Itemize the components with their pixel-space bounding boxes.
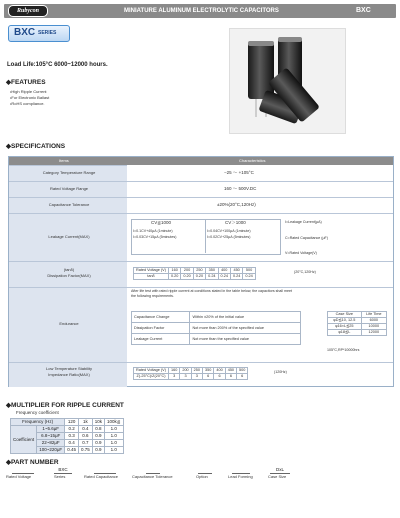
pn-slot	[232, 467, 250, 474]
df-tan-label: tanδ	[134, 274, 169, 280]
ripple-table	[10, 418, 124, 454]
ripple-coef-label: Coefficient	[11, 426, 37, 454]
life-hours: 10000	[361, 324, 386, 330]
ripple-coef: 1.0	[104, 447, 123, 454]
feature-item: •High Ripple Current	[10, 89, 47, 94]
lts-value: 6	[203, 374, 214, 380]
ripple-cap-range: 6.8~15μF	[37, 433, 65, 440]
life-table	[327, 311, 387, 336]
df-value: 0.24	[206, 274, 218, 280]
endurance-item: Capacitance Change	[132, 312, 190, 323]
df-condition: (20°C,120Hz)	[294, 270, 316, 274]
lts-value: 3	[180, 374, 191, 380]
ripple-coef: 0.2	[65, 426, 79, 433]
endurance-item: Dissipation Factor	[132, 323, 190, 334]
ripple-coef: 1.0	[104, 426, 123, 433]
endurance-table	[131, 311, 301, 345]
row-divider	[9, 261, 393, 262]
life-note: 105°C,RP*10000hrs	[327, 348, 360, 352]
ripple-coef: 0.4	[65, 440, 79, 447]
ripple-coef: 1.0	[104, 433, 123, 440]
endurance-criterion: Not more than 200% of the specified value	[190, 323, 301, 334]
tolerance-value: ±20%(20°C,120Hz)	[217, 202, 256, 207]
pn-slot	[12, 467, 34, 474]
ripple-freq: 100k≦	[104, 419, 123, 426]
lts-voltage: 350	[203, 368, 214, 374]
voltage-range-label: Rated Voltage Range	[49, 186, 89, 191]
endurance-row	[132, 334, 301, 345]
lts-voltage: 250	[191, 368, 202, 374]
lts-value: 6	[214, 374, 225, 380]
df-value: 0.20	[168, 274, 180, 280]
df-voltage: 500	[243, 268, 255, 274]
life-hours: 12000	[361, 330, 386, 336]
life-row	[328, 330, 387, 336]
load-life: Load Life:105°C 6000~12000 hours.	[7, 62, 108, 68]
brand-logo: Rubycon	[8, 5, 48, 17]
leakage-label: Leakage Current(MAX)	[48, 234, 90, 239]
series-word: SERIES	[38, 30, 57, 36]
df-value: 0.20	[181, 274, 193, 280]
ripple-subtitle: Frequency coefficient	[16, 410, 59, 415]
endurance-criterion: Within ±20% of the initial value	[190, 312, 301, 323]
ripple-coef: 0.7	[78, 440, 92, 447]
ripple-title: ◆MULTIPLIER FOR RIPPLE CURRENT	[6, 402, 124, 409]
row-divider	[9, 213, 393, 214]
endurance-criterion: Not more than the specified value	[190, 334, 301, 345]
leakage-formula: I=0.03CV+15μA (5minutes)	[133, 235, 177, 239]
lts-voltage: 500	[237, 368, 248, 374]
df-rv-label: Rated Voltage (V)	[134, 268, 169, 274]
df-voltage: 450	[230, 268, 242, 274]
specifications-title: ◆SPECIFICATIONS	[6, 143, 66, 150]
endurance-label: Endurance	[59, 321, 79, 326]
lts-table	[133, 367, 248, 380]
ripple-coef: 0.75	[78, 447, 92, 454]
row-divider	[9, 181, 393, 182]
leakage-formula: I=0.1CV+40μA (1minute)	[133, 229, 173, 233]
pn-series-code: BXC	[54, 467, 72, 474]
series-code: BXC	[14, 27, 36, 38]
header-title: MINIATURE ALUMINUM ELECTROLYTIC CAPACITORS	[124, 8, 279, 14]
df-voltage: 400	[218, 268, 230, 274]
row-divider	[9, 287, 393, 288]
lts-voltage: 200	[180, 368, 191, 374]
lts-value: 6	[225, 374, 236, 380]
header-characteristics: Characteristics	[239, 158, 266, 163]
df-value-row	[134, 274, 256, 280]
lts-voltage: 400	[214, 368, 225, 374]
ripple-coef: 0.4	[78, 426, 92, 433]
pn-slot	[198, 467, 212, 474]
ripple-coef: 0.9	[92, 433, 104, 440]
ripple-freq-row	[11, 419, 124, 426]
row-divider	[9, 362, 393, 363]
df-voltage: 250	[193, 268, 205, 274]
leakage-formula: I=0.04CV+100μA (1minute)	[207, 229, 251, 233]
header-items: Items	[59, 158, 69, 163]
df-label-sub: Dissipation Factor(MAX)	[47, 273, 91, 278]
life-case: φ16×L≦25	[328, 324, 362, 330]
pn-slot	[146, 467, 160, 474]
temp-range-value: −25 ～ +105°C	[224, 170, 254, 175]
endurance-text: the following requirements.	[131, 294, 174, 298]
lts-voltage: 160	[168, 368, 179, 374]
pn-label: Case Size	[268, 474, 287, 479]
df-value: 0.24	[230, 274, 242, 280]
header-code: BXC	[356, 7, 371, 14]
leakage-cv-low: CV≦1000	[151, 220, 172, 225]
ripple-coef: 0.45	[65, 447, 79, 454]
life-case: φD≦10, 12.5	[328, 318, 362, 324]
life-case: φ18≦L	[328, 330, 362, 336]
df-voltage: 350	[206, 268, 218, 274]
pn-label: Series	[54, 474, 66, 479]
pn-slot	[94, 467, 116, 474]
lts-label-sub: Impedance Ratio(MAX)	[48, 372, 90, 377]
part-number-title: ◆PART NUMBER	[6, 459, 59, 466]
leakage-cv-high: CV＞1000	[225, 220, 246, 225]
pn-label: Rated Capacitance	[84, 474, 119, 479]
df-label: (tanδ)	[63, 267, 75, 272]
endurance-text: After life test with rated ripple current at conditions stated in the table below, the capacitors shall meet	[131, 289, 293, 293]
features-title: ◆FEATURES	[6, 79, 46, 86]
lts-value-row	[134, 374, 248, 380]
endurance-item: Leakage Current	[132, 334, 190, 345]
feature-item: •RoHS compliance.	[10, 101, 45, 106]
ripple-cap-range: 1~5.6μF	[37, 426, 65, 433]
ripple-freq: 10k	[92, 419, 104, 426]
life-header: Life Time	[361, 312, 386, 318]
product-photo	[229, 28, 346, 134]
pn-label: Rated Voltage	[6, 474, 32, 479]
specifications-table	[8, 156, 394, 387]
ripple-cap-range: 22~82μF	[37, 440, 65, 447]
df-value: 0.20	[193, 274, 205, 280]
lts-z-label: Z(-25°C)/Z(20°C)	[134, 374, 169, 380]
leakage-definition: C=Rated Capacitance (μF)	[285, 236, 328, 240]
life-hours: 6000	[361, 318, 386, 324]
leakage-formula: I=0.02CV+25μA (5minutes)	[207, 235, 251, 239]
ripple-cap-range: 100~220μF	[37, 447, 65, 454]
temp-range-label: Category Temperature Range	[42, 170, 96, 175]
leakage-divider	[205, 219, 206, 253]
life-header: Case Size	[328, 312, 362, 318]
ripple-coef: 0.8	[92, 426, 104, 433]
lts-rv-label: Rated Voltage (V)	[134, 368, 169, 374]
ripple-freq-label: Frequency (Hz)	[11, 419, 65, 426]
leakage-definition: I=Leakage Current(μA)	[285, 220, 322, 224]
row-divider	[9, 197, 393, 198]
lts-voltage: 450	[225, 368, 236, 374]
ripple-coef: 0.9	[92, 440, 104, 447]
feature-item: •For Electronic Ballast	[10, 95, 50, 100]
df-voltage: 200	[181, 268, 193, 274]
df-table	[133, 267, 256, 280]
ripple-row	[11, 426, 124, 433]
endurance-row	[132, 323, 301, 334]
voltage-range-value: 160 ～ 500V.DC	[224, 186, 257, 191]
lts-value: 3	[168, 374, 179, 380]
pn-label: Capacitance Tolerance	[132, 474, 173, 479]
ripple-freq: 1k	[78, 419, 92, 426]
ripple-coef: 0.9	[92, 447, 104, 454]
tolerance-label: Capacitance Tolerance	[48, 202, 90, 207]
pn-label: Lead Forming	[228, 474, 253, 479]
ripple-coef: 1.0	[104, 440, 123, 447]
pn-case-code: DxL	[270, 467, 290, 474]
leakage-definition: V=Rated Voltage(V)	[285, 251, 317, 255]
lts-value: 6	[237, 374, 248, 380]
lts-label: Low Temperature Stability	[46, 366, 92, 371]
ripple-coef: 0.6	[78, 433, 92, 440]
df-value: 0.24	[218, 274, 230, 280]
lts-condition: (120Hz)	[274, 370, 287, 374]
df-value: 0.24	[243, 274, 255, 280]
pn-label: Option	[196, 474, 208, 479]
lts-value: 3	[191, 374, 202, 380]
ripple-freq: 120	[65, 419, 79, 426]
ripple-coef: 0.3	[65, 433, 79, 440]
endurance-row	[132, 312, 301, 323]
df-voltage: 160	[168, 268, 180, 274]
